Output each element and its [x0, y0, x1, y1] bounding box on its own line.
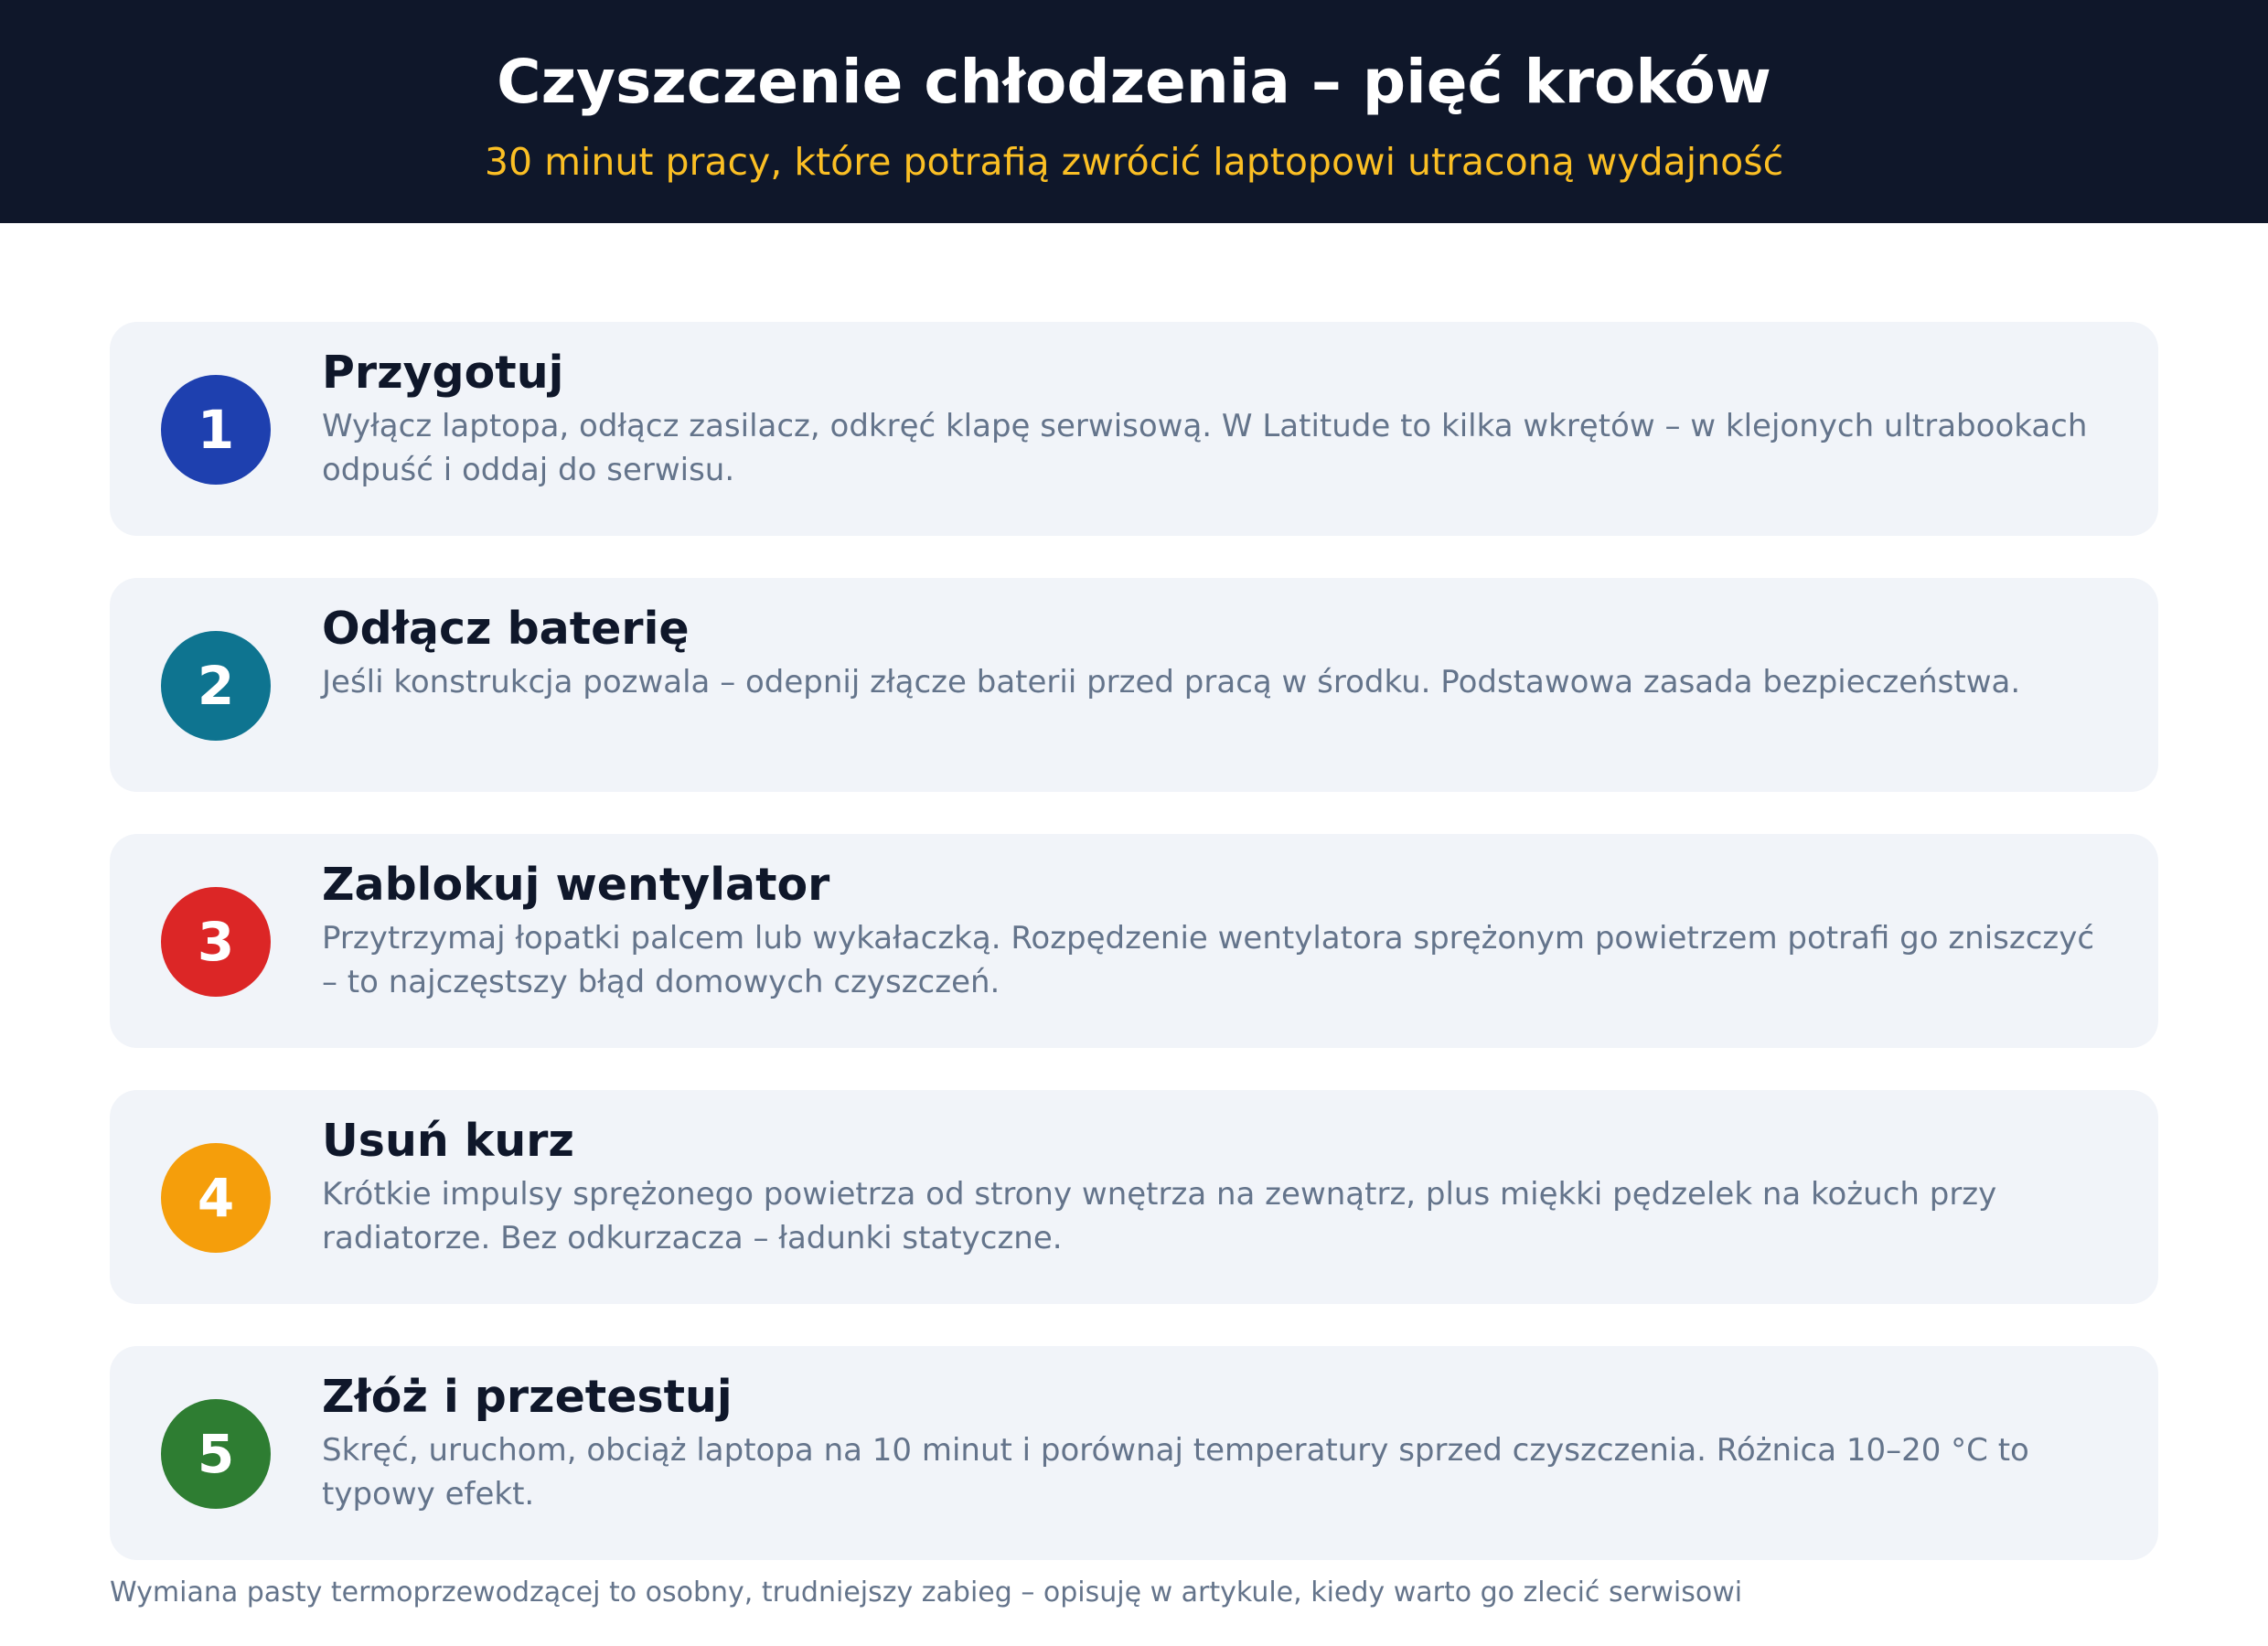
steps-list	[110, 322, 2158, 1602]
step-description: Krótkie impulsy sprężonego powietrza od strony wnętrza na zewnątrz, plus miękki pędzelek na kożuch przy radiatorze. Bez odkurzacza – ładunki statyczne.	[322, 1176, 1997, 1256]
step-description: Przytrzymaj łopatki palcem lub wykałaczką. Rozpędzenie wentylatora sprężonym powietrzem potrafi go zniszczyć – to najczęstszy błąd domowych czyszczeń.	[322, 920, 2095, 1000]
step-description: Skręć, uruchom, obciąż laptopa na 10 minut i porównaj temperatury sprzed czyszczenia. Różnica 10–20 °C to typowy efekt.	[322, 1432, 2029, 1512]
step-card-2	[110, 578, 2158, 792]
step-description: Jeśli konstrukcja pozwala – odepnij złącze baterii przed pracą w środku. Podstawowa zasada bezpieczeństwa.	[322, 664, 2021, 700]
step-title: Odłącz baterię	[322, 603, 690, 655]
step-title: Przygotuj	[322, 347, 564, 399]
footnote: Wymiana pasty termoprzewodzącej to osobny, trudniejszy zabieg – opisuję w artykule, kiedy warto go zlecić serwisowi	[110, 1577, 1743, 1609]
step-number-badge: 1	[161, 375, 271, 485]
step-title: Usuń kurz	[322, 1115, 574, 1167]
step-title: Zablokuj wentylator	[322, 859, 830, 911]
step-number-badge: 4	[161, 1143, 271, 1253]
step-number-badge: 5	[161, 1399, 271, 1509]
page-subtitle: 30 minut pracy, które potrafią zwrócić laptopowi utraconą wydajność	[484, 140, 1784, 184]
step-number-badge: 2	[161, 631, 271, 741]
step-card-5	[110, 1346, 2158, 1560]
step-card-3	[110, 834, 2158, 1048]
header-banner	[0, 0, 2268, 223]
step-card-4	[110, 1090, 2158, 1304]
step-number-badge: 3	[161, 887, 271, 997]
step-title: Złóż i przetestuj	[322, 1371, 733, 1423]
page-title: Czyszczenie chłodzenia – pięć kroków	[497, 47, 1771, 117]
step-card-1	[110, 322, 2158, 536]
step-description: Wyłącz laptopa, odłącz zasilacz, odkręć klapę serwisową. W Latitude to kilka wkrętów – w klejonych ultrabookach odpuść i oddaj do serwisu.	[322, 408, 2088, 488]
